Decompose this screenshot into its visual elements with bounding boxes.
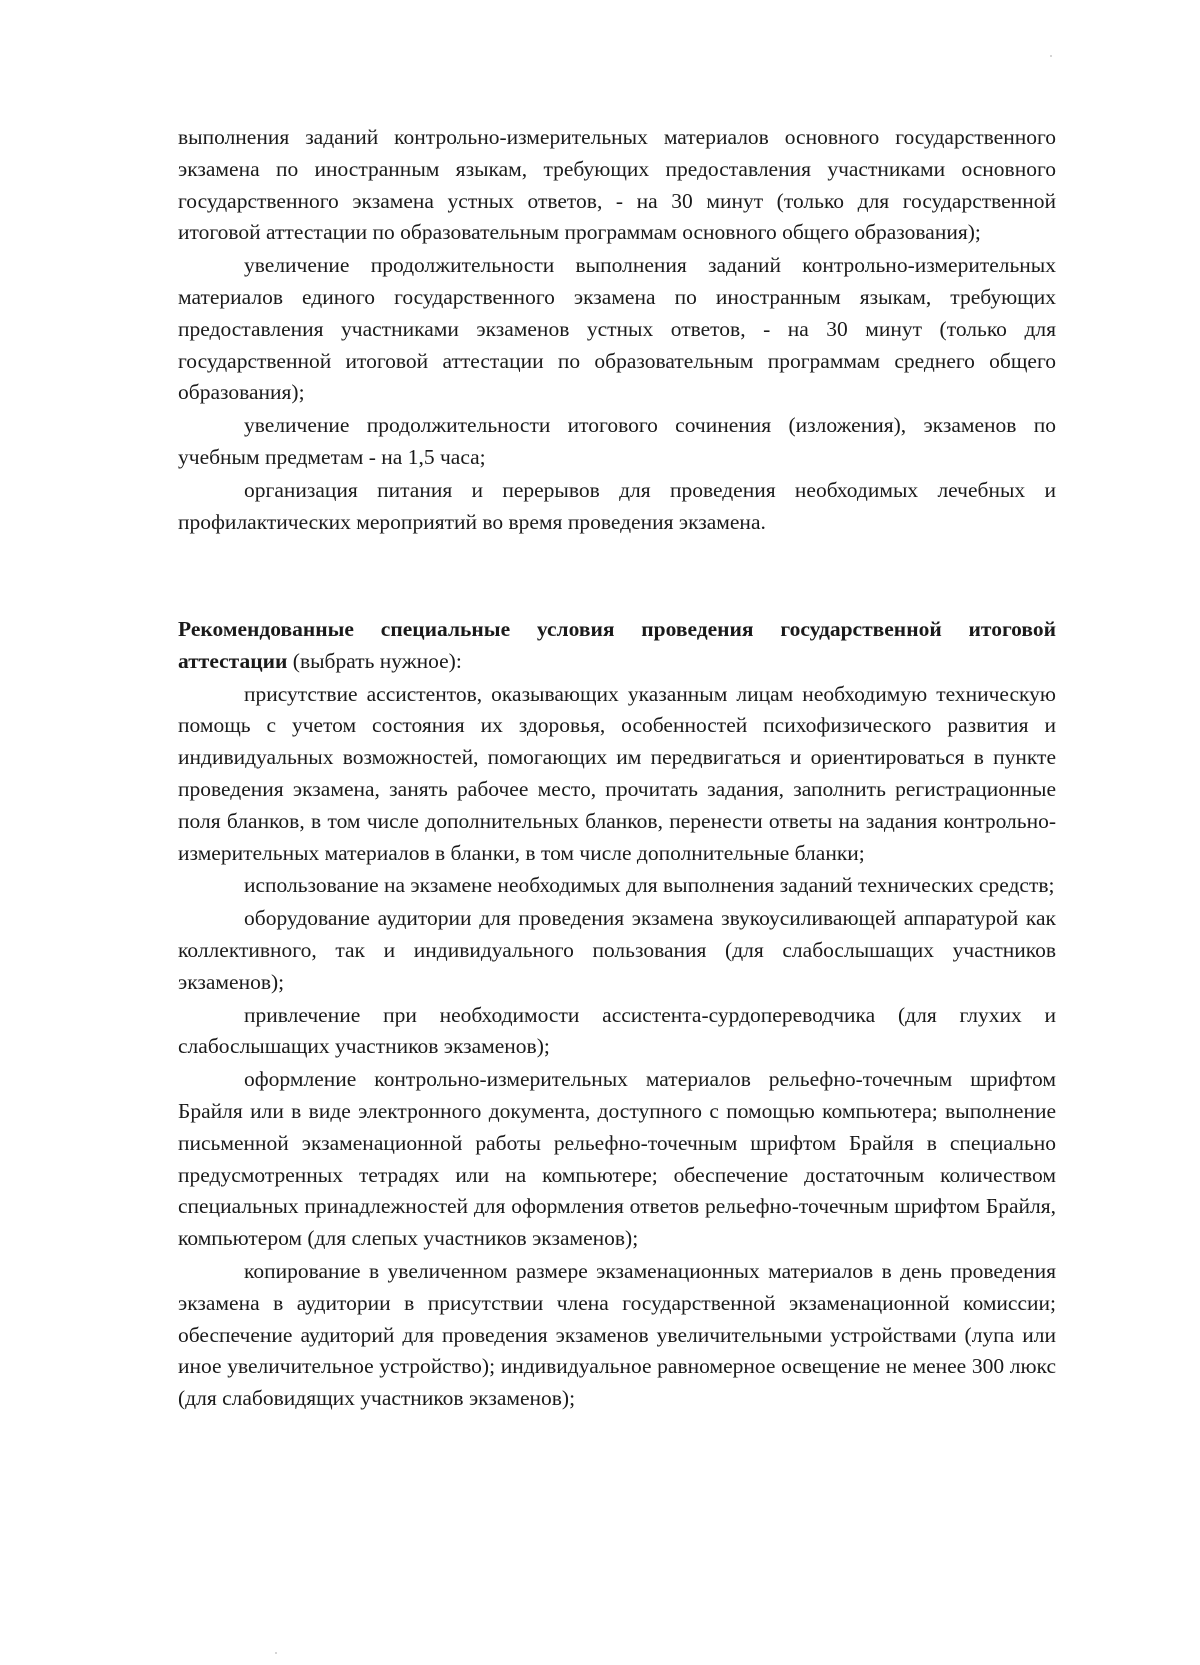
paragraph-enlarged-copies: копирование в увеличенном размере экзаменационных материалов в день проведения экзамена в аудитории в присутствии члена государственной экзаменационной комиссии; обеспечение аудиторий для проведения экзаменов увеличительными устройствами (лупа или иное увеличительное устройство); индивидуальное равномерное освещение не менее 300 люкс (для слабовидящих участников экзаменов); [178,1258,1056,1411]
paragraph-braille: оформление контрольно-измерительных материалов рельефно-точечным шрифтом Брайля или в виде электронного документа, доступного с помощью компьютера; выполнение письменной экзаменационной работы рельефно-точечным шрифтом Брайля в специально предусмотренных тетрадях или на компьютере; обеспечение достаточным количеством специальных принадлежностей для оформления ответов рельефно-точечным шрифтом Брайля, компьютером (для слепых участников экзаменов); [178,1067,1056,1251]
paragraph-meals-breaks: организация питания и перерывов для проведения необходимых лечебных и профилактических мероприятий во время проведения экзамена. [178,477,1056,534]
paragraph-sound-equipment: оборудование аудитории для проведения экзамена звукоусиливающей аппаратурой как коллективного, так и индивидуального пользования (для слабослышащих участников экзаменов); [178,906,1056,994]
scan-artifact-dot [275,1652,277,1654]
section-heading [178,614,1056,678]
document-section-exam-duration [178,122,1056,538]
scan-artifact-dot [1050,55,1052,57]
paragraph-assistants: присутствие ассистентов, оказывающих указанным лицам необходимую техническую помощь с учетом состояния их здоровья, особенностей психофизического развития и индивидуальных возможностей, помогающих им передвигаться и ориентироваться в пункте проведения экзамена, занять рабочее место, прочитать задания, заполнить регистрационные поля бланков, в том числе дополнительных бланков, перенести ответы на задания контрольно-измерительных материалов в бланки, в том числе дополнительные бланки; [178,681,1056,865]
document-section-special-conditions [178,614,1056,1415]
paragraph-oral-answers-oge: выполнения заданий контрольно-измерительных материалов основного государственного экзамена по иностранным языкам, требующих предоставления участниками основного государственного экзамена устных ответов, - на 30 минут (только для государственной итоговой аттестации по образовательным программам основного общего образования); [178,125,1056,245]
paragraph-technical-means: использование на экзамене необходимых для выполнения заданий технических средств; [244,873,1055,898]
paragraph-essay-duration: увеличение продолжительности итогового сочинения (изложения), экзаменов по учебным предметам - на 1,5 часа; [178,413,1056,469]
section-heading-note: (выбрать нужное): [287,648,462,673]
paragraph-oral-answers-ege: увеличение продолжительности выполнения заданий контрольно-измерительных материалов единого государственного экзамена по иностранным языкам, требующих предоставления участниками экзаменов устных ответов, - на 30 минут (только для государственной итоговой аттестации по образовательным программам среднего общего образования); [178,253,1056,405]
section-heading-bold: Рекомендованные специальные условия проведения государственной итоговой аттестации [178,617,1056,673]
paragraph-sign-interpreter: привлечение при необходимости ассистента-сурдопереводчика (для глухих и слабослышащих участников экзаменов); [178,1002,1056,1059]
